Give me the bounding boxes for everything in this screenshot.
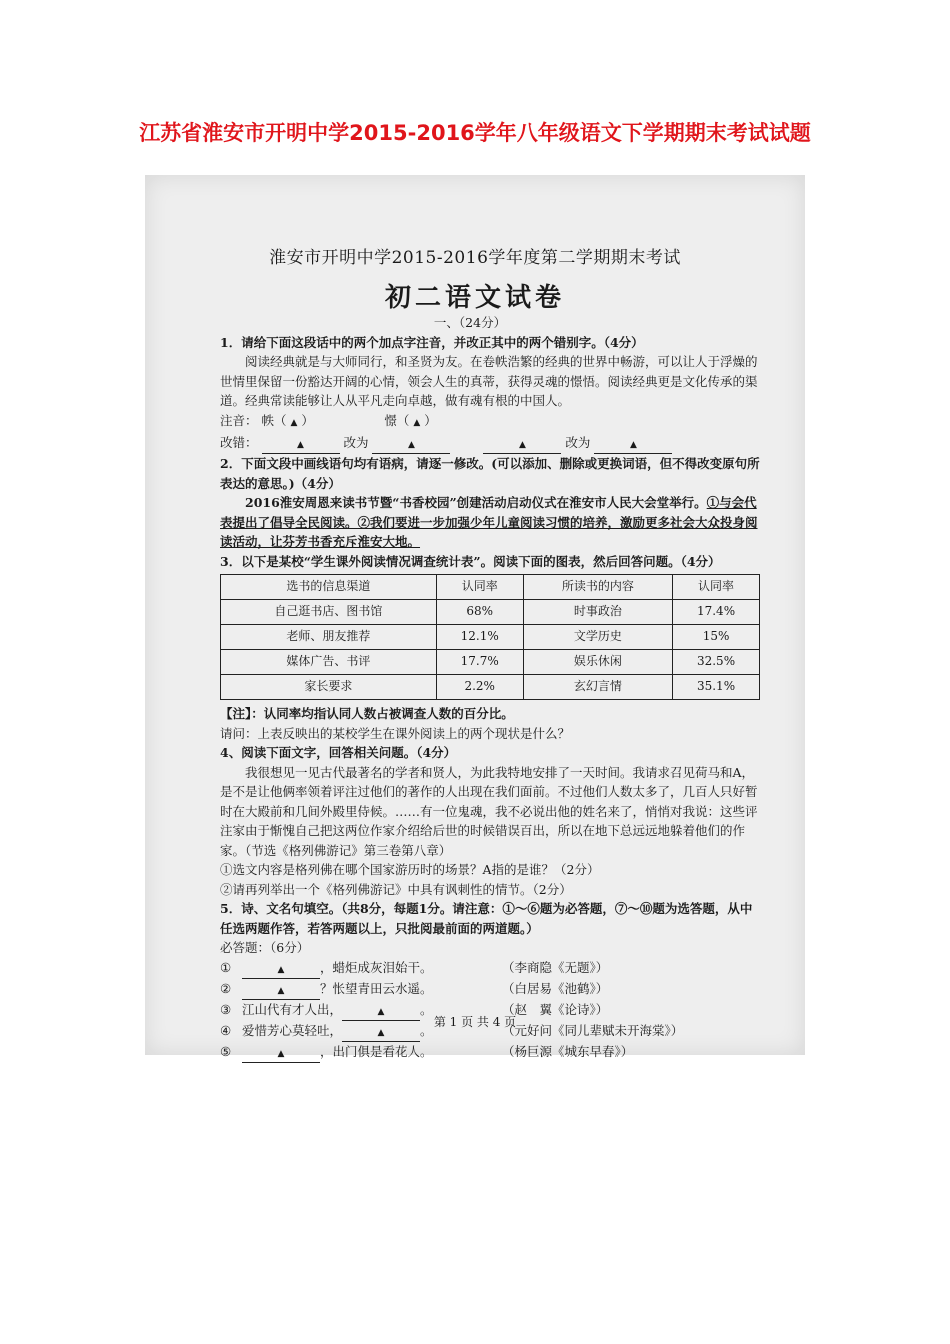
question-5-prompt: 5．诗、文名句填空。（共8分，每题1分。请注意：①～⑥题为必答题，⑦～⑩题为选答题，从中任选两题作答，若答两题以上，只批阅最前面的两道题。） bbox=[220, 901, 753, 936]
scanned-exam-page bbox=[145, 175, 805, 1059]
table-cell: 17.7% bbox=[436, 650, 523, 675]
list-item: ② ▲ ？怅望青田云水遥。 （白居易《池鹤》） bbox=[220, 979, 760, 1000]
table-cell: 35.1% bbox=[673, 675, 760, 700]
table-header-cell: 选书的信息渠道 bbox=[221, 575, 437, 600]
table-cell: 自己逛书店、图书馆 bbox=[221, 600, 437, 625]
answer-marker-icon: ▲ bbox=[413, 417, 421, 428]
question-1-passage: 阅读经典就是与大师同行，和圣贤为友。在卷帙浩繁的经典的世界中畅游，可以让人于浮燥的世情里保留一份豁达开阔的心情，领会人生的真蒂，获得灵魂的憬悟。阅读经典更是文化传承的渠道。经典常读能够让人从平凡走向卓越，做有魂有根的中国人。 bbox=[220, 354, 758, 408]
table-cell: 时事政治 bbox=[523, 600, 672, 625]
table-cell: 12.1% bbox=[436, 625, 523, 650]
table-cell: 玄幻言情 bbox=[523, 675, 672, 700]
answer-blank[interactable]: ▲ bbox=[342, 1023, 420, 1042]
table-row bbox=[221, 600, 760, 625]
table-cell: 68% bbox=[436, 600, 523, 625]
table-header-cell: 认同率 bbox=[436, 575, 523, 600]
table-row bbox=[221, 675, 760, 700]
pinyin-line: 注音： 帙（ ▲ ） 憬（ ▲ ） bbox=[220, 412, 437, 428]
list-item: ④ 爱惜芳心莫轻吐， ▲ 。 （元好问《同儿辈赋未开海棠》） bbox=[220, 1021, 760, 1042]
fix-line: 改错： ▲ 改为 ▲ ▲ 改为 ▲ bbox=[220, 433, 760, 454]
table-note: 【注】：认同率均指认同人数占被调查人数的百分比。 bbox=[220, 706, 514, 721]
required-label: 必答题：（6分） bbox=[220, 940, 310, 955]
answer-marker-icon: ▲ bbox=[290, 417, 298, 428]
list-item: ③ 江山代有才人出， ▲ 。 （赵 翼《论诗》） bbox=[220, 1000, 760, 1021]
table-cell: 32.5% bbox=[673, 650, 760, 675]
answer-blank[interactable]: ▲ bbox=[242, 960, 320, 979]
question-4-passage: 我很想见一见古代最著名的学者和贤人，为此我特地安排了一天时间。我请求召见荷马和A，是不是让他俩率领着评注过他们的著作的人出现在我们面前。不过他们人数太多了，几百人只好暂时在大殿前和几间外殿里侍候。……有一位鬼魂，我不必说出他的姓名来了，悄悄对我说：这些评注家由于惭愧自己把这两位作家介绍给后世的时候错误百出，所以在地下总远远地躲着他们的作家。（节选《格列佛游记》第三卷第八章） bbox=[220, 764, 758, 858]
exam-content bbox=[220, 313, 760, 1063]
table-cell: 15% bbox=[673, 625, 760, 650]
answer-blank[interactable]: ▲ bbox=[242, 1044, 320, 1063]
answer-blank[interactable]: ▲ bbox=[483, 435, 561, 454]
answer-blank[interactable]: ▲ bbox=[372, 435, 450, 454]
question-4-prompt: 4、阅读下面文字，回答相关问题。（4分） bbox=[220, 745, 457, 760]
page-number: 第 1 页 共 4 页 bbox=[433, 1015, 517, 1029]
table-cell: 17.4% bbox=[673, 600, 760, 625]
document-title: 江苏省淮安市开明中学2015-2016学年八年级语文下学期期末考试试题 bbox=[139, 121, 811, 145]
table-cell: 文学历史 bbox=[523, 625, 672, 650]
table-cell: 媒体广告、书评 bbox=[221, 650, 437, 675]
question-1-prompt: 1．请给下面这段话中的两个加点字注音，并改正其中的两个错别字。（4分） bbox=[220, 334, 644, 350]
table-cell: 老师、朋友推荐 bbox=[221, 625, 437, 650]
table-cell: 家长要求 bbox=[221, 675, 437, 700]
question-2-prompt: 2．下面文段中画线语句均有语病，请逐一修改。(可以添加、删除或更换词语，但不得改变原句所表达的意思。)（4分） bbox=[220, 456, 760, 491]
answer-blank[interactable]: ▲ bbox=[262, 435, 340, 454]
table-header-row bbox=[221, 575, 760, 600]
list-item: ① ▲ ，蜡炬成灰泪始干。 （李商隐《无题》） bbox=[220, 958, 760, 979]
answer-blank[interactable]: ▲ bbox=[342, 1002, 420, 1021]
table-header-cell: 认同率 bbox=[673, 575, 760, 600]
table-cell: 娱乐休闲 bbox=[523, 650, 672, 675]
table-row bbox=[221, 650, 760, 675]
underlined-sentence: ②我们要进一步加强少年儿童阅读习惯的培养，激励更多社会大众投身阅读活动，让芬芳书香充斥淮安大地。 bbox=[220, 514, 758, 549]
underlined-sentence: ①与会代表提出了倡导全民阅读。 bbox=[220, 495, 757, 530]
table-row bbox=[221, 625, 760, 650]
section-label: 一、（24分） bbox=[433, 315, 507, 330]
question-3-ask: 请问：上表反映出的某校学生在课外阅读上的两个现状是什么？ bbox=[220, 725, 571, 741]
question-3-prompt: 3．以下是某校“学生课外阅读情况调查统计表”。阅读下面的图表，然后回答问题。（4分） bbox=[220, 553, 721, 569]
list-item: ⑤ ▲ ，出门俱是看花人。 （杨巨源《城东早春》） bbox=[220, 1042, 760, 1063]
answer-blank[interactable]: ▲ bbox=[242, 981, 320, 1000]
reading-survey-table bbox=[220, 574, 760, 700]
question-4-sub-1: ①选文内容是格列佛在哪个国家游历时的场景？A指的是谁？（2分） bbox=[220, 862, 600, 877]
table-header-cell: 所读书的内容 bbox=[523, 575, 672, 600]
answer-blank[interactable]: ▲ bbox=[594, 435, 672, 454]
question-2-passage: 2016淮安周恩来读书节暨“书香校园”创建活动启动仪式在淮安市人民大会堂举行。①与会代表提出了倡导全民阅读。②我们要进一步加强少年儿童阅读习惯的培养，激励更多社会大众投身阅读活动，让芬芳书香充斥淮安大地。 bbox=[220, 495, 758, 549]
question-4-sub-2: ②请再列举出一个《格列佛游记》中具有讽刺性的情节。（2分） bbox=[220, 881, 572, 897]
table-cell: 2.2% bbox=[436, 675, 523, 700]
paper-title: 初二语文试卷 bbox=[384, 283, 565, 313]
exam-header: 淮安市开明中学2015-2016学年度第二学期期末考试 bbox=[269, 248, 681, 268]
